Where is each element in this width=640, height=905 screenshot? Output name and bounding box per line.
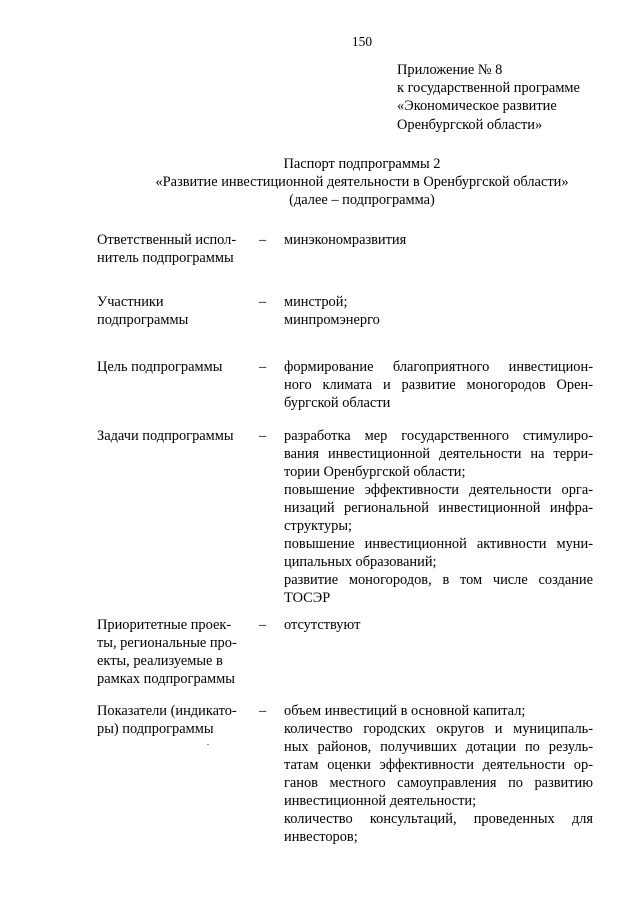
row-content — [284, 293, 593, 329]
content-line: формирование благоприятного инвестицион- — [284, 359, 593, 375]
content-line: ных районов, получивших дотации по резуль- — [284, 739, 593, 755]
label-line: Показатели (индикато- — [97, 703, 237, 719]
content-line: татам оценки эффективности деятельности ор- — [284, 757, 593, 773]
row-label — [97, 231, 257, 267]
content-line: инвесторов; — [284, 829, 358, 845]
label-line: Цель подпрограммы — [97, 359, 223, 375]
row-dash: – — [259, 232, 267, 248]
label-line: Участники — [97, 294, 164, 310]
content-line: структуры; — [284, 518, 353, 534]
row-content — [284, 702, 593, 846]
content-line: ципальных образований; — [284, 554, 437, 570]
content-line: бургской области — [284, 395, 391, 411]
content-line: количество городских округов и муниципаль- — [284, 721, 593, 737]
label-line: Задачи подпрограммы — [97, 428, 234, 444]
content-line: повышение инвестиционной активности муни- — [284, 536, 593, 552]
row-content — [284, 427, 593, 607]
content-line: количество консультаций, проведенных для — [284, 811, 593, 827]
content-line: низаций региональной инвестиционной инфра- — [284, 500, 593, 516]
row-dash: – — [259, 617, 267, 633]
scan-speck — [207, 744, 209, 745]
title-line: «Развитие инвестиционной деятельности в Оренбургской области» — [155, 174, 569, 190]
row-dash: – — [259, 703, 267, 719]
content-line: вания инвестиционной деятельности на терри- — [284, 446, 593, 462]
appendix-block — [397, 61, 580, 134]
row-content — [284, 231, 593, 249]
row-content — [284, 358, 593, 412]
row-label — [97, 358, 257, 376]
content-line: инвестиционной деятельности; — [284, 793, 477, 809]
label-line: подпрограммы — [97, 312, 189, 328]
row-label — [97, 702, 257, 738]
label-line: нитель подпрограммы — [97, 250, 234, 266]
title-line: (далее – подпрограмма) — [289, 192, 435, 208]
label-line: рамках подпрограммы — [97, 671, 235, 687]
content-line: минэкономразвития — [284, 232, 407, 248]
title-line: Паспорт подпрограммы 2 — [283, 156, 441, 172]
content-line: разработка мер государственного стимулиро- — [284, 428, 593, 444]
content-line: объем инвестиций в основной капитал; — [284, 703, 526, 719]
label-line: ты, региональные про- — [97, 635, 237, 651]
content-line: тории Оренбургской области; — [284, 464, 466, 480]
content-line: ТОСЭР — [284, 590, 331, 606]
appendix-line: «Экономическое развитие — [397, 98, 557, 115]
label-line: ры) подпрограммы — [97, 721, 214, 737]
label-line: Приоритетные проек- — [97, 617, 232, 633]
row-dash: – — [259, 359, 267, 375]
label-line: екты, реализуемые в — [97, 653, 223, 669]
row-dash: – — [259, 294, 267, 310]
appendix-line: к государственной программе — [397, 80, 580, 97]
row-label — [97, 616, 257, 688]
content-line: отсутствуют — [284, 617, 361, 633]
document-title — [0, 155, 640, 209]
row-dash: – — [259, 428, 267, 444]
content-line: минстрой; — [284, 294, 348, 310]
page-number: 150 — [351, 34, 373, 49]
row-content — [284, 616, 593, 634]
label-line: Ответственный испол- — [97, 232, 237, 248]
row-label — [97, 293, 257, 329]
appendix-line: Оренбургской области» — [397, 116, 543, 133]
row-label — [97, 427, 257, 445]
content-line: ганов местного самоуправления по развитию — [284, 775, 593, 791]
content-line: ного климата и развитие моногородов Орен- — [284, 377, 593, 393]
content-line: повышение эффективности деятельности орга- — [284, 482, 593, 498]
appendix-line: Приложение № 8 — [397, 62, 503, 78]
content-line: минпромэнерго — [284, 312, 380, 328]
content-line: развитие моногородов, в том числе создание — [284, 572, 593, 588]
